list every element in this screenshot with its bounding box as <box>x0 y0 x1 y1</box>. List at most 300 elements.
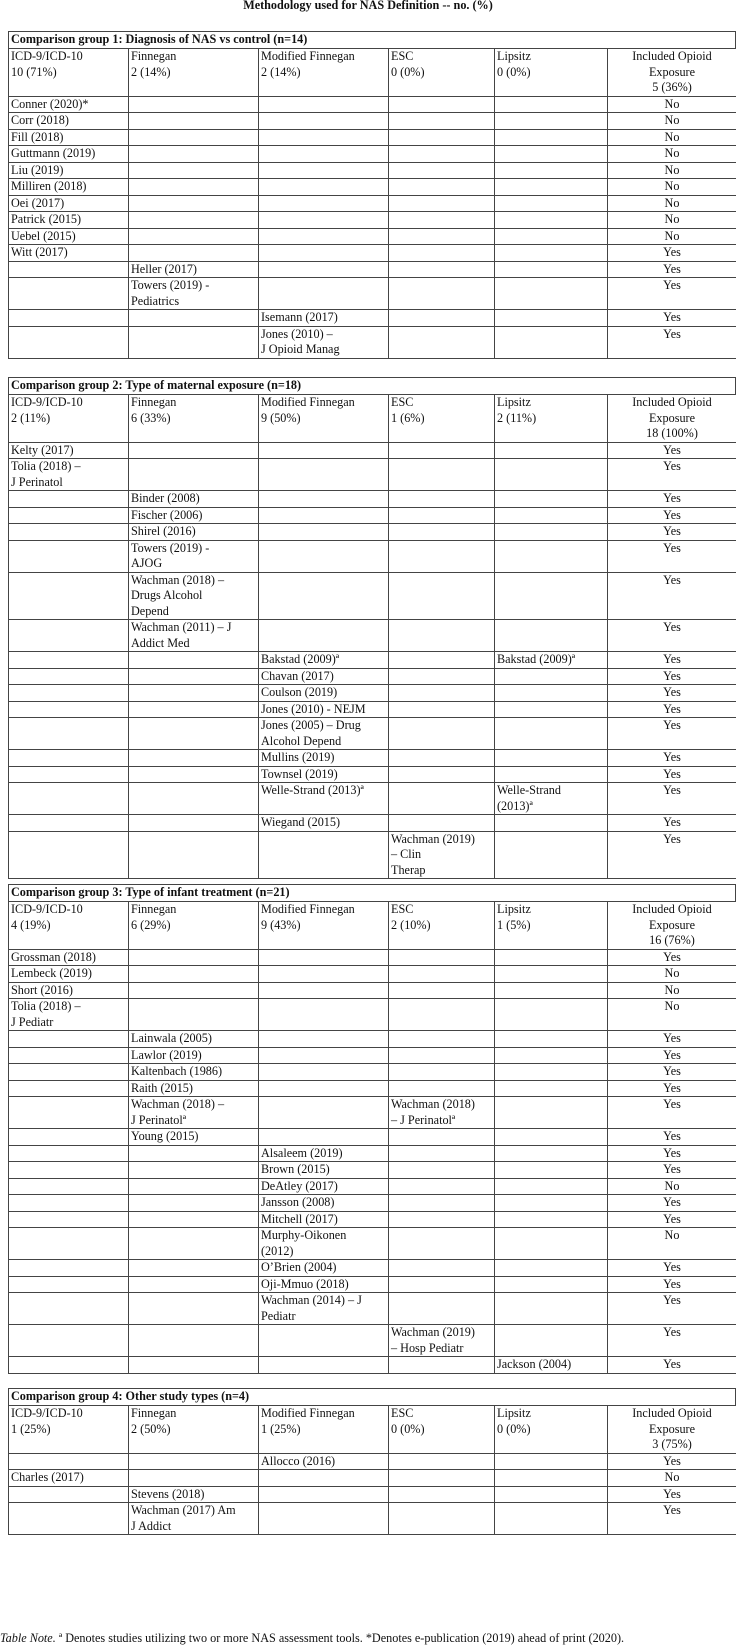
opioid-exposure-cell: Yes <box>608 766 736 783</box>
study-cell <box>129 766 259 783</box>
study-cell <box>9 1211 129 1228</box>
study-cell <box>9 507 129 524</box>
study-cell <box>389 1470 495 1487</box>
study-cell: Jansson (2008) <box>259 1195 389 1212</box>
study-cell <box>129 1228 259 1260</box>
study-cell: Jones (2010) - NEJM <box>259 701 389 718</box>
opioid-exposure-cell: Yes <box>608 245 736 262</box>
study-cell <box>259 129 389 146</box>
study-cell <box>495 129 608 146</box>
table-row <box>9 507 736 524</box>
study-cell: Bakstad (2009)ª <box>259 652 389 669</box>
study-cell <box>389 966 495 983</box>
study-cell <box>389 1145 495 1162</box>
column-header: ESC 2 (10%) <box>389 902 495 950</box>
study-cell <box>495 524 608 541</box>
study-cell <box>389 1064 495 1081</box>
study-cell <box>495 966 608 983</box>
study-cell <box>259 245 389 262</box>
opioid-exposure-cell: Yes <box>608 1260 736 1277</box>
study-cell <box>259 1486 389 1503</box>
study-cell <box>495 1276 608 1293</box>
study-cell <box>259 572 389 620</box>
study-cell <box>9 1260 129 1277</box>
table-row <box>9 1276 736 1293</box>
study-cell <box>389 540 495 572</box>
study-cell <box>259 195 389 212</box>
study-cell <box>389 1178 495 1195</box>
study-cell: Towers (2019) - Pediatrics <box>129 278 259 310</box>
study-cell: Jones (2010) – J Opioid Manag <box>259 326 389 358</box>
opioid-exposure-cell: Yes <box>608 1145 736 1162</box>
table-row <box>9 652 736 669</box>
study-cell <box>9 1503 129 1535</box>
opioid-exposure-cell: Yes <box>608 459 736 491</box>
study-cell <box>495 949 608 966</box>
column-header: ICD-9/ICD-10 1 (25%) <box>9 1406 129 1454</box>
comparison-group-1 <box>8 31 736 359</box>
study-cell: Short (2016) <box>9 982 129 999</box>
study-cell <box>495 815 608 832</box>
study-cell: Tolia (2018) – J Perinatol <box>9 459 129 491</box>
column-header: Included Opioid Exposure 18 (100%) <box>608 395 736 443</box>
study-cell: Stevens (2018) <box>129 1486 259 1503</box>
opioid-exposure-cell: No <box>608 982 736 999</box>
study-cell <box>9 1129 129 1146</box>
study-cell <box>495 572 608 620</box>
study-cell <box>129 685 259 702</box>
study-cell <box>129 1470 259 1487</box>
table-row <box>9 1503 736 1535</box>
study-cell: Raith (2015) <box>129 1080 259 1097</box>
study-cell: O’Brien (2004) <box>259 1260 389 1277</box>
column-header: ICD-9/ICD-10 2 (11%) <box>9 395 129 443</box>
table-row <box>9 999 736 1031</box>
study-cell <box>9 278 129 310</box>
study-cell <box>495 1080 608 1097</box>
study-cell <box>9 261 129 278</box>
table-row <box>9 1470 736 1487</box>
table-row <box>9 1047 736 1064</box>
study-cell <box>129 783 259 815</box>
study-cell <box>129 129 259 146</box>
study-cell <box>129 815 259 832</box>
opioid-exposure-cell: Yes <box>608 310 736 327</box>
study-cell <box>389 1129 495 1146</box>
study-cell <box>129 1293 259 1325</box>
study-cell <box>129 1260 259 1277</box>
study-cell: Bakstad (2009)ª <box>495 652 608 669</box>
opioid-exposure-cell: Yes <box>608 1162 736 1179</box>
column-header: Included Opioid Exposure 16 (76%) <box>608 902 736 950</box>
study-cell <box>389 507 495 524</box>
study-cell <box>129 179 259 196</box>
table-row <box>9 1178 736 1195</box>
column-header: Finnegan 6 (29%) <box>129 902 259 950</box>
header-row <box>9 49 736 97</box>
study-cell <box>129 113 259 130</box>
table-row <box>9 1357 736 1374</box>
study-cell <box>9 1162 129 1179</box>
opioid-exposure-cell: No <box>608 179 736 196</box>
opioid-exposure-cell: Yes <box>608 783 736 815</box>
study-cell: Murphy-Oikonen (2012) <box>259 1228 389 1260</box>
opioid-exposure-cell: Yes <box>608 718 736 750</box>
study-cell <box>495 261 608 278</box>
study-cell: Heller (2017) <box>129 261 259 278</box>
study-cell <box>389 982 495 999</box>
opioid-exposure-cell: No <box>608 146 736 163</box>
study-cell <box>495 179 608 196</box>
study-cell <box>389 96 495 113</box>
column-header: ESC 0 (0%) <box>389 49 495 97</box>
table-row <box>9 1080 736 1097</box>
study-cell <box>389 949 495 966</box>
study-cell: Uebel (2015) <box>9 228 129 245</box>
study-cell: Wachman (2017) Am J Addict <box>129 1503 259 1535</box>
study-cell <box>259 1097 389 1129</box>
table-row <box>9 1031 736 1048</box>
table-row <box>9 718 736 750</box>
study-cell <box>389 572 495 620</box>
opioid-exposure-cell: No <box>608 1228 736 1260</box>
study-cell <box>9 1276 129 1293</box>
opioid-exposure-cell: Yes <box>608 1503 736 1535</box>
opioid-exposure-cell: Yes <box>608 261 736 278</box>
column-header: Included Opioid Exposure 3 (75%) <box>608 1406 736 1454</box>
study-cell <box>389 228 495 245</box>
column-header: ICD-9/ICD-10 4 (19%) <box>9 902 129 950</box>
opioid-exposure-cell: No <box>608 96 736 113</box>
opioid-exposure-cell: Yes <box>608 1047 736 1064</box>
opioid-exposure-cell: No <box>608 228 736 245</box>
study-cell <box>129 750 259 767</box>
comparison-group-2 <box>8 377 736 879</box>
study-cell: Welle-Strand (2013)ª <box>495 783 608 815</box>
study-cell: Coulson (2019) <box>259 685 389 702</box>
study-cell <box>389 999 495 1031</box>
study-cell <box>259 1129 389 1146</box>
study-cell <box>495 442 608 459</box>
opioid-exposure-cell: No <box>608 195 736 212</box>
study-cell <box>389 1047 495 1064</box>
study-cell <box>495 245 608 262</box>
group-table <box>8 394 736 879</box>
study-cell <box>495 195 608 212</box>
study-cell <box>389 146 495 163</box>
study-cell <box>495 1260 608 1277</box>
study-cell <box>389 491 495 508</box>
study-cell: Welle-Strand (2013)ª <box>259 783 389 815</box>
study-cell <box>9 310 129 327</box>
study-cell: Towers (2019) - AJOG <box>129 540 259 572</box>
study-cell <box>9 491 129 508</box>
study-cell <box>389 750 495 767</box>
table-row <box>9 146 736 163</box>
study-cell <box>495 1453 608 1470</box>
study-cell <box>129 459 259 491</box>
study-cell <box>389 652 495 669</box>
study-cell <box>389 815 495 832</box>
table-row <box>9 1162 736 1179</box>
column-header: Lipsitz 2 (11%) <box>495 395 608 443</box>
study-cell: Liu (2019) <box>9 162 129 179</box>
study-cell <box>495 1129 608 1146</box>
study-cell <box>389 668 495 685</box>
header-row <box>9 1406 736 1454</box>
study-cell <box>129 1453 259 1470</box>
study-cell <box>389 459 495 491</box>
study-cell <box>495 162 608 179</box>
opioid-exposure-cell: Yes <box>608 652 736 669</box>
study-cell <box>495 278 608 310</box>
study-cell <box>495 540 608 572</box>
table-row <box>9 129 736 146</box>
opioid-exposure-cell: Yes <box>608 1211 736 1228</box>
study-cell <box>389 701 495 718</box>
study-cell <box>259 113 389 130</box>
table-row <box>9 310 736 327</box>
study-cell <box>129 326 259 358</box>
study-cell <box>9 701 129 718</box>
opioid-exposure-cell: Yes <box>608 524 736 541</box>
study-cell <box>389 162 495 179</box>
study-cell <box>495 718 608 750</box>
study-cell <box>495 982 608 999</box>
study-cell: Mitchell (2017) <box>259 1211 389 1228</box>
table-row <box>9 1325 736 1357</box>
group-title: Comparison group 1: Diagnosis of NAS vs control (n=14) <box>8 31 736 48</box>
study-cell <box>129 96 259 113</box>
study-cell <box>259 261 389 278</box>
study-cell <box>9 1293 129 1325</box>
study-cell <box>9 1064 129 1081</box>
opioid-exposure-cell: Yes <box>608 1031 736 1048</box>
study-cell <box>259 620 389 652</box>
study-cell <box>259 1503 389 1535</box>
table-row <box>9 96 736 113</box>
study-cell <box>495 668 608 685</box>
study-cell <box>9 326 129 358</box>
study-cell <box>389 1293 495 1325</box>
opioid-exposure-cell: Yes <box>608 949 736 966</box>
study-cell <box>389 442 495 459</box>
study-cell <box>495 507 608 524</box>
table-row <box>9 179 736 196</box>
group-table <box>8 1405 736 1535</box>
study-cell <box>259 966 389 983</box>
study-cell <box>259 540 389 572</box>
study-cell <box>9 1031 129 1048</box>
study-cell <box>495 1503 608 1535</box>
study-cell: Shirel (2016) <box>129 524 259 541</box>
study-cell <box>495 310 608 327</box>
study-cell <box>9 1325 129 1357</box>
table-row <box>9 162 736 179</box>
table-row <box>9 1228 736 1260</box>
study-cell <box>129 1178 259 1195</box>
table-row <box>9 278 736 310</box>
study-cell <box>389 1228 495 1260</box>
study-cell: Mullins (2019) <box>259 750 389 767</box>
study-cell <box>9 1357 129 1374</box>
study-cell <box>9 1486 129 1503</box>
group-table <box>8 48 736 359</box>
study-cell <box>495 1064 608 1081</box>
opioid-exposure-cell: No <box>608 1470 736 1487</box>
study-cell: Corr (2018) <box>9 113 129 130</box>
table-row <box>9 1097 736 1129</box>
opioid-exposure-cell: Yes <box>608 326 736 358</box>
study-cell <box>9 783 129 815</box>
table-row <box>9 685 736 702</box>
study-cell: Alsaleem (2019) <box>259 1145 389 1162</box>
header-row <box>9 902 736 950</box>
opioid-exposure-cell: No <box>608 162 736 179</box>
study-cell <box>9 1047 129 1064</box>
study-cell <box>259 1357 389 1374</box>
study-cell: Wachman (2018) – Drugs Alcohol Depend <box>129 572 259 620</box>
study-cell <box>9 1097 129 1129</box>
opioid-exposure-cell: Yes <box>608 442 736 459</box>
study-cell <box>129 212 259 229</box>
study-cell <box>129 195 259 212</box>
study-cell <box>389 1195 495 1212</box>
column-header: ESC 1 (6%) <box>389 395 495 443</box>
column-header: Included Opioid Exposure 5 (36%) <box>608 49 736 97</box>
study-cell <box>495 1211 608 1228</box>
study-cell <box>389 524 495 541</box>
opioid-exposure-cell: Yes <box>608 620 736 652</box>
table-row <box>9 245 736 262</box>
study-cell <box>129 718 259 750</box>
opioid-exposure-cell: Yes <box>608 1453 736 1470</box>
study-cell <box>129 966 259 983</box>
opioid-exposure-cell: Yes <box>608 831 736 879</box>
study-cell <box>389 261 495 278</box>
column-header: Modified Finnegan 9 (43%) <box>259 902 389 950</box>
table-row <box>9 459 736 491</box>
study-cell <box>495 1031 608 1048</box>
study-cell <box>259 442 389 459</box>
group-title: Comparison group 2: Type of maternal exposure (n=18) <box>8 377 736 394</box>
table-row <box>9 783 736 815</box>
study-cell <box>129 162 259 179</box>
group-title: Comparison group 3: Type of infant treatment (n=21) <box>8 884 736 901</box>
table-row <box>9 766 736 783</box>
study-cell <box>129 442 259 459</box>
study-cell <box>259 982 389 999</box>
study-cell <box>495 831 608 879</box>
study-cell <box>259 1064 389 1081</box>
study-cell <box>495 212 608 229</box>
study-cell <box>495 96 608 113</box>
study-cell: Jones (2005) – Drug Alcohol Depend <box>259 718 389 750</box>
table-row <box>9 1453 736 1470</box>
table-row <box>9 524 736 541</box>
table-row <box>9 491 736 508</box>
study-cell <box>129 310 259 327</box>
study-cell: Wachman (2019) – Clin Therap <box>389 831 495 879</box>
opioid-exposure-cell: Yes <box>608 1195 736 1212</box>
opioid-exposure-cell: Yes <box>608 685 736 702</box>
opioid-exposure-cell: Yes <box>608 750 736 767</box>
table-row <box>9 815 736 832</box>
opioid-exposure-cell: Yes <box>608 815 736 832</box>
study-cell <box>9 1228 129 1260</box>
opioid-exposure-cell: Yes <box>608 572 736 620</box>
study-cell <box>495 1097 608 1129</box>
study-cell: Binder (2008) <box>129 491 259 508</box>
study-cell <box>495 766 608 783</box>
study-cell: Guttmann (2019) <box>9 146 129 163</box>
opioid-exposure-cell: Yes <box>608 1080 736 1097</box>
study-cell: Witt (2017) <box>9 245 129 262</box>
study-cell <box>389 195 495 212</box>
study-cell <box>129 1211 259 1228</box>
opioid-exposure-cell: Yes <box>608 540 736 572</box>
table-row <box>9 1293 736 1325</box>
study-cell <box>389 1080 495 1097</box>
opioid-exposure-cell: No <box>608 966 736 983</box>
opioid-exposure-cell: Yes <box>608 1486 736 1503</box>
study-cell <box>129 999 259 1031</box>
study-cell: Wachman (2018) – J Perinatolª <box>129 1097 259 1129</box>
comparison-group-3 <box>8 884 736 1374</box>
column-header: Modified Finnegan 2 (14%) <box>259 49 389 97</box>
study-cell: Wachman (2018) – J Perinatolª <box>389 1097 495 1129</box>
study-cell: Kelty (2017) <box>9 442 129 459</box>
opioid-exposure-cell: Yes <box>608 1097 736 1129</box>
study-cell <box>9 750 129 767</box>
study-cell <box>495 491 608 508</box>
study-cell: Tolia (2018) – J Pediatr <box>9 999 129 1031</box>
study-cell: Young (2015) <box>129 1129 259 1146</box>
study-cell: Conner (2020)* <box>9 96 129 113</box>
study-cell <box>9 540 129 572</box>
column-header: Finnegan 6 (33%) <box>129 395 259 443</box>
opioid-exposure-cell: Yes <box>608 668 736 685</box>
study-cell: Lawlor (2019) <box>129 1047 259 1064</box>
table-row <box>9 228 736 245</box>
table-row <box>9 442 736 459</box>
study-cell <box>259 96 389 113</box>
study-cell <box>389 326 495 358</box>
study-cell <box>259 1031 389 1048</box>
study-cell: Brown (2015) <box>259 1162 389 1179</box>
study-cell <box>129 701 259 718</box>
study-cell <box>495 1325 608 1357</box>
column-header: ESC 0 (0%) <box>389 1406 495 1454</box>
study-cell <box>259 999 389 1031</box>
study-cell <box>129 245 259 262</box>
opioid-exposure-cell: No <box>608 212 736 229</box>
study-cell: Chavan (2017) <box>259 668 389 685</box>
study-cell <box>9 1145 129 1162</box>
study-cell <box>259 278 389 310</box>
study-cell: Allocco (2016) <box>259 1453 389 1470</box>
study-cell <box>9 685 129 702</box>
study-cell <box>129 1276 259 1293</box>
study-cell <box>495 1470 608 1487</box>
column-header: ICD-9/ICD-10 10 (71%) <box>9 49 129 97</box>
study-cell <box>389 1276 495 1293</box>
table-row <box>9 831 736 879</box>
study-cell <box>259 162 389 179</box>
study-cell <box>389 1031 495 1048</box>
column-header: Lipsitz 0 (0%) <box>495 49 608 97</box>
table-row <box>9 620 736 652</box>
